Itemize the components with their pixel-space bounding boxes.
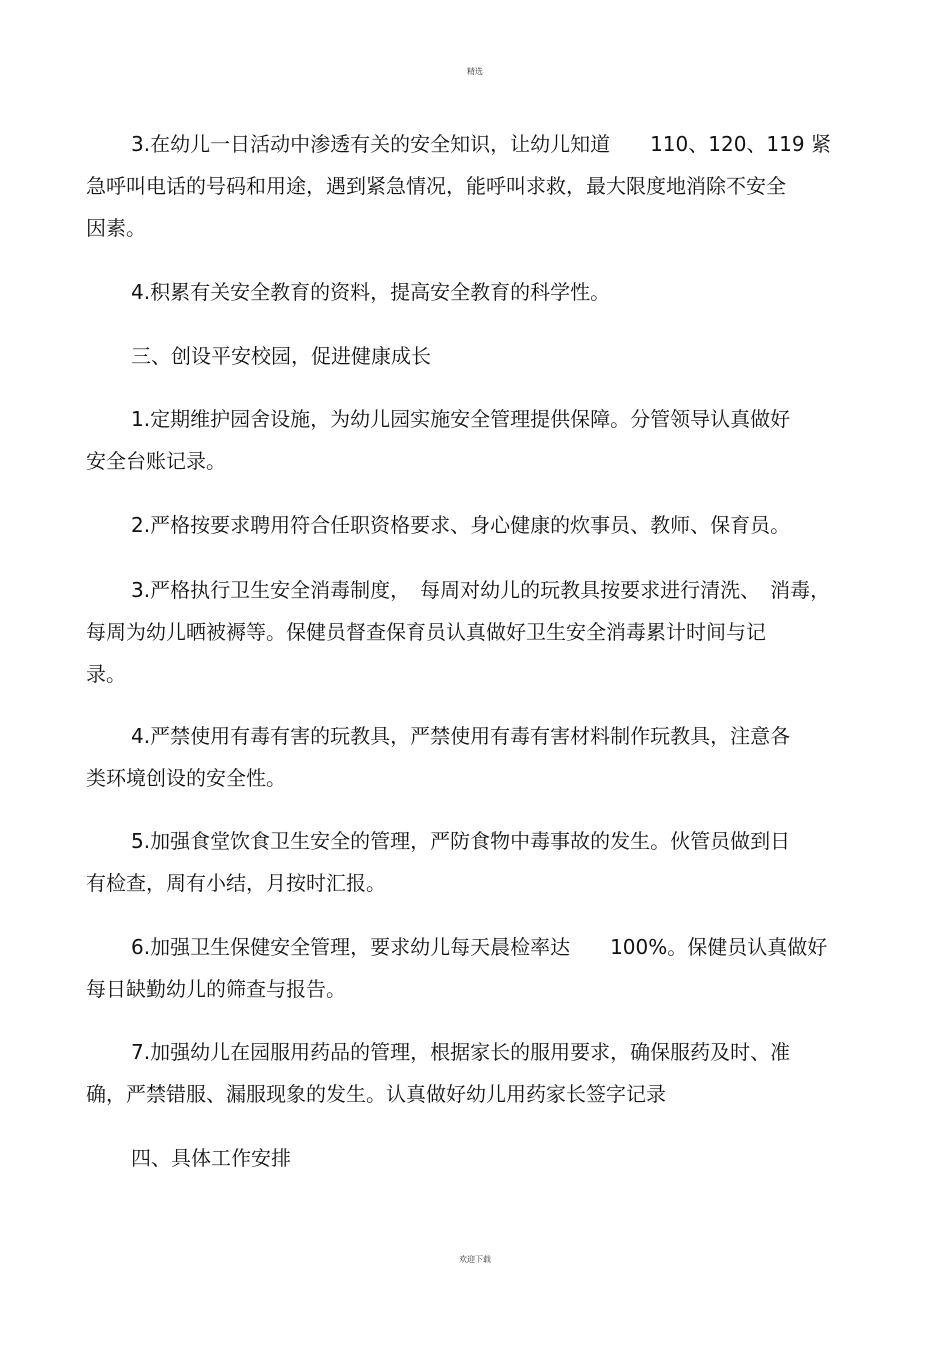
section-heading: 三、创设平安校园，促进健康成长 — [131, 344, 431, 368]
paragraph-line: 急呼叫电话的号码和用途，遇到紧急情况，能呼叫求救，最大限度地消除不安全 — [86, 174, 786, 198]
paragraph-line: 4.严禁使用有毒有害的玩教具，严禁使用有毒有害材料制作玩教具，注意各 — [131, 724, 791, 748]
paragraph-line: 3.严格执行卫生安全消毒制度， 每周对幼儿的玩教具按要求进行清洗、 消毒， — [131, 578, 831, 602]
paragraph-line: 1.定期维护园舍设施，为幼儿园实施安全管理提供保障。分管领导认真做好 — [131, 407, 791, 431]
paragraph-line: 每周为幼儿晒被褥等。保健员督查保育员认真做好卫生安全消毒累计时间与记 — [86, 620, 766, 644]
paragraph-line: 确，严禁错服、漏服现象的发生。认真做好幼儿用药家长签字记录 — [86, 1082, 666, 1106]
section-heading: 四、具体工作安排 — [131, 1146, 291, 1170]
page-footer: 欢迎下载 — [459, 1255, 491, 1264]
paragraph-line: 类环境创设的安全性。 — [86, 766, 286, 790]
page-header: 精选 — [467, 67, 483, 76]
paragraph-line: 录。 — [86, 662, 126, 686]
paragraph-line: 5.加强食堂饮食卫生安全的管理，严防食物中毒事故的发生。伙管员做到日 — [131, 829, 791, 853]
paragraph-line: 7.加强幼儿在园服用药品的管理，根据家长的服用要求，确保服药及时、准 — [131, 1040, 791, 1064]
paragraph-line: 2.严格按要求聘用符合任职资格要求、身心健康的炊事员、教师、保育员。 — [131, 513, 791, 537]
paragraph-line: 因素。 — [86, 216, 146, 240]
paragraph-line: 6.加强卫生保健安全管理，要求幼儿每天晨检率达 100%。保健员认真做好 — [131, 935, 828, 959]
paragraph-line: 每日缺勤幼儿的筛查与报告。 — [86, 977, 346, 1001]
paragraph-line: 有检查，周有小结，月按时汇报。 — [86, 871, 386, 895]
paragraph-line: 3.在幼儿一日活动中渗透有关的安全知识，让幼儿知道 110、120、119 紧 — [131, 132, 831, 156]
paragraph-line: 安全台账记录。 — [86, 449, 226, 473]
paragraph-line: 4.积累有关安全教育的资料，提高安全教育的科学性。 — [131, 280, 611, 304]
